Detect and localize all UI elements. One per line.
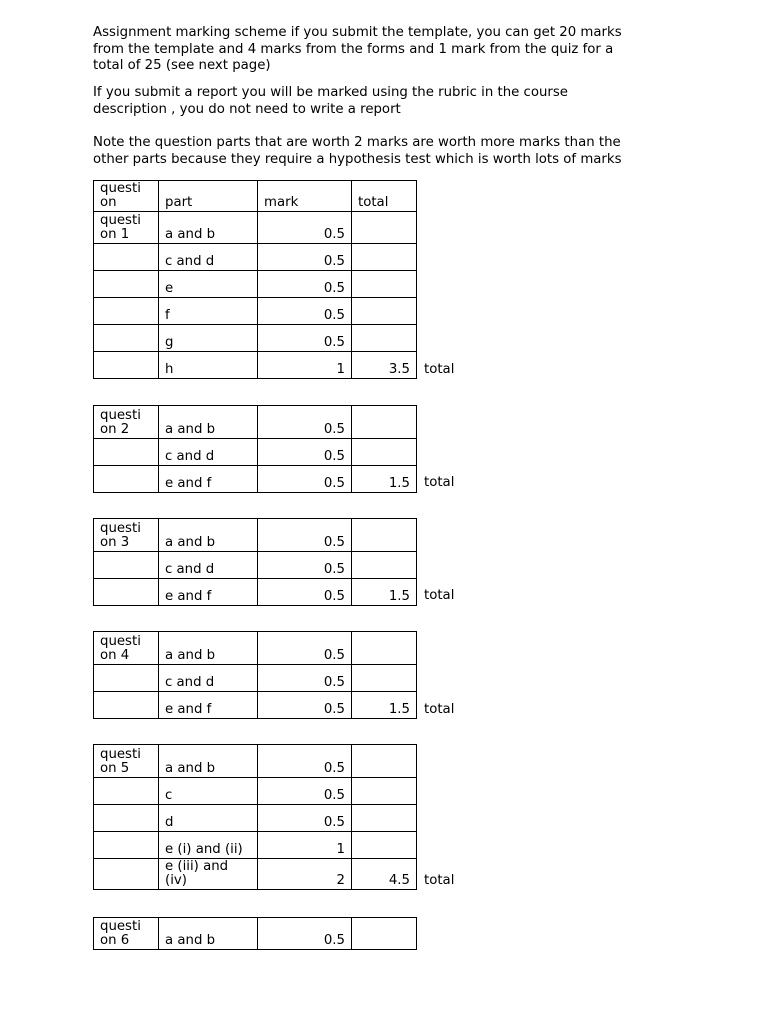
part-cell: e (iii) and (iv) [159,859,258,890]
part-cell: e (i) and (ii) [159,832,258,859]
table-row [94,352,417,379]
mark-cell: 0.5 [258,918,352,950]
mark-cell: 0.5 [258,271,352,298]
question-label: questi on 2 [94,406,159,439]
intro-paragraph: Assignment marking scheme if you submit the template, you can get 20 marks from the template and 4 marks from the forms and 1 mark from the quiz for a total of 25 (see next page) [93,25,622,73]
part-cell: h [159,352,258,379]
part-cell: a and b [159,406,258,439]
table-row [94,692,417,719]
table-row [94,859,417,890]
mark-cell: 0.5 [258,244,352,271]
header-part: part [159,181,258,212]
total-cell [352,552,417,579]
mark-cell: 0.5 [258,519,352,552]
part-cell: a and b [159,918,258,950]
table-row [94,406,417,439]
total-cell [352,918,417,950]
part-cell: a and b [159,519,258,552]
table-row [94,805,417,832]
total-cell [352,325,417,352]
total-cell [352,778,417,805]
question-3-total-label: total [424,588,455,603]
header-question: questi on [94,181,159,212]
question-2-table [93,405,417,493]
question-cell-empty [94,859,159,890]
mark-cell: 0.5 [258,632,352,665]
note-paragraph: Note the question parts that are worth 2 marks are worth more marks than the other parts because they require a hypothesis test which is worth lots of marks [93,135,622,167]
question-cell-empty [94,832,159,859]
question-1-table [93,180,417,379]
total-cell: 1.5 [352,579,417,606]
table-row [94,271,417,298]
part-cell: e and f [159,579,258,606]
part-cell: c [159,778,258,805]
table-row [94,439,417,466]
part-cell: f [159,298,258,325]
part-cell: a and b [159,212,258,244]
mark-cell: 0.5 [258,439,352,466]
header-row [94,181,417,212]
part-cell: c and d [159,665,258,692]
mark-cell: 0.5 [258,466,352,493]
question-cell-empty [94,271,159,298]
total-cell [352,805,417,832]
total-cell [352,745,417,778]
table-row [94,244,417,271]
question-4-table [93,631,417,719]
part-cell: a and b [159,632,258,665]
question-1-total-label: total [424,362,455,377]
total-cell [352,832,417,859]
question-label: questi on 1 [94,212,159,244]
mark-cell: 0.5 [258,298,352,325]
mark-cell: 0.5 [258,745,352,778]
question-cell-empty [94,778,159,805]
total-cell: 1.5 [352,466,417,493]
mark-cell: 1 [258,832,352,859]
table-row [94,745,417,778]
total-cell [352,271,417,298]
table-row [94,466,417,493]
question-2-total-label: total [424,475,455,490]
total-cell: 4.5 [352,859,417,890]
part-cell: g [159,325,258,352]
part-cell: c and d [159,439,258,466]
part-cell: e and f [159,466,258,493]
table-row [94,298,417,325]
question-label: questi on 3 [94,519,159,552]
header-total: total [352,181,417,212]
table-row [94,665,417,692]
total-cell: 3.5 [352,352,417,379]
mark-cell: 0.5 [258,325,352,352]
table-row [94,519,417,552]
question-cell-empty [94,439,159,466]
mark-cell: 1 [258,352,352,379]
part-cell: c and d [159,552,258,579]
table-row [94,552,417,579]
total-cell [352,519,417,552]
table-row [94,579,417,606]
part-cell: a and b [159,745,258,778]
total-cell [352,244,417,271]
question-cell-empty [94,579,159,606]
question-cell-empty [94,352,159,379]
question-label: questi on 5 [94,745,159,778]
header-mark: mark [258,181,352,212]
question-cell-empty [94,244,159,271]
question-cell-empty [94,692,159,719]
question-label: questi on 6 [94,918,159,950]
question-label: questi on 4 [94,632,159,665]
table-row [94,632,417,665]
part-cell: d [159,805,258,832]
table-row [94,778,417,805]
total-cell [352,212,417,244]
table-row [94,918,417,950]
question-5-table [93,744,417,890]
mark-cell: 0.5 [258,406,352,439]
part-cell: e and f [159,692,258,719]
mark-cell: 0.5 [258,805,352,832]
total-cell [352,665,417,692]
table-row [94,212,417,244]
total-cell [352,439,417,466]
report-paragraph: If you submit a report you will be marked using the rubric in the course description , you do not need to write a report [93,85,568,117]
question-cell-empty [94,466,159,493]
mark-cell: 0.5 [258,552,352,579]
mark-cell: 0.5 [258,778,352,805]
question-cell-empty [94,552,159,579]
part-cell: c and d [159,244,258,271]
question-cell-empty [94,805,159,832]
mark-cell: 0.5 [258,665,352,692]
total-cell [352,298,417,325]
total-cell [352,406,417,439]
mark-cell: 0.5 [258,692,352,719]
question-4-total-label: total [424,702,455,717]
question-cell-empty [94,298,159,325]
mark-cell: 0.5 [258,579,352,606]
total-cell [352,632,417,665]
question-6-table [93,917,417,950]
question-cell-empty [94,665,159,692]
question-5-total-label: total [424,873,455,888]
mark-cell: 2 [258,859,352,890]
table-row [94,325,417,352]
table-row [94,832,417,859]
total-cell: 1.5 [352,692,417,719]
mark-cell: 0.5 [258,212,352,244]
question-cell-empty [94,325,159,352]
part-cell: e [159,271,258,298]
question-3-table [93,518,417,606]
